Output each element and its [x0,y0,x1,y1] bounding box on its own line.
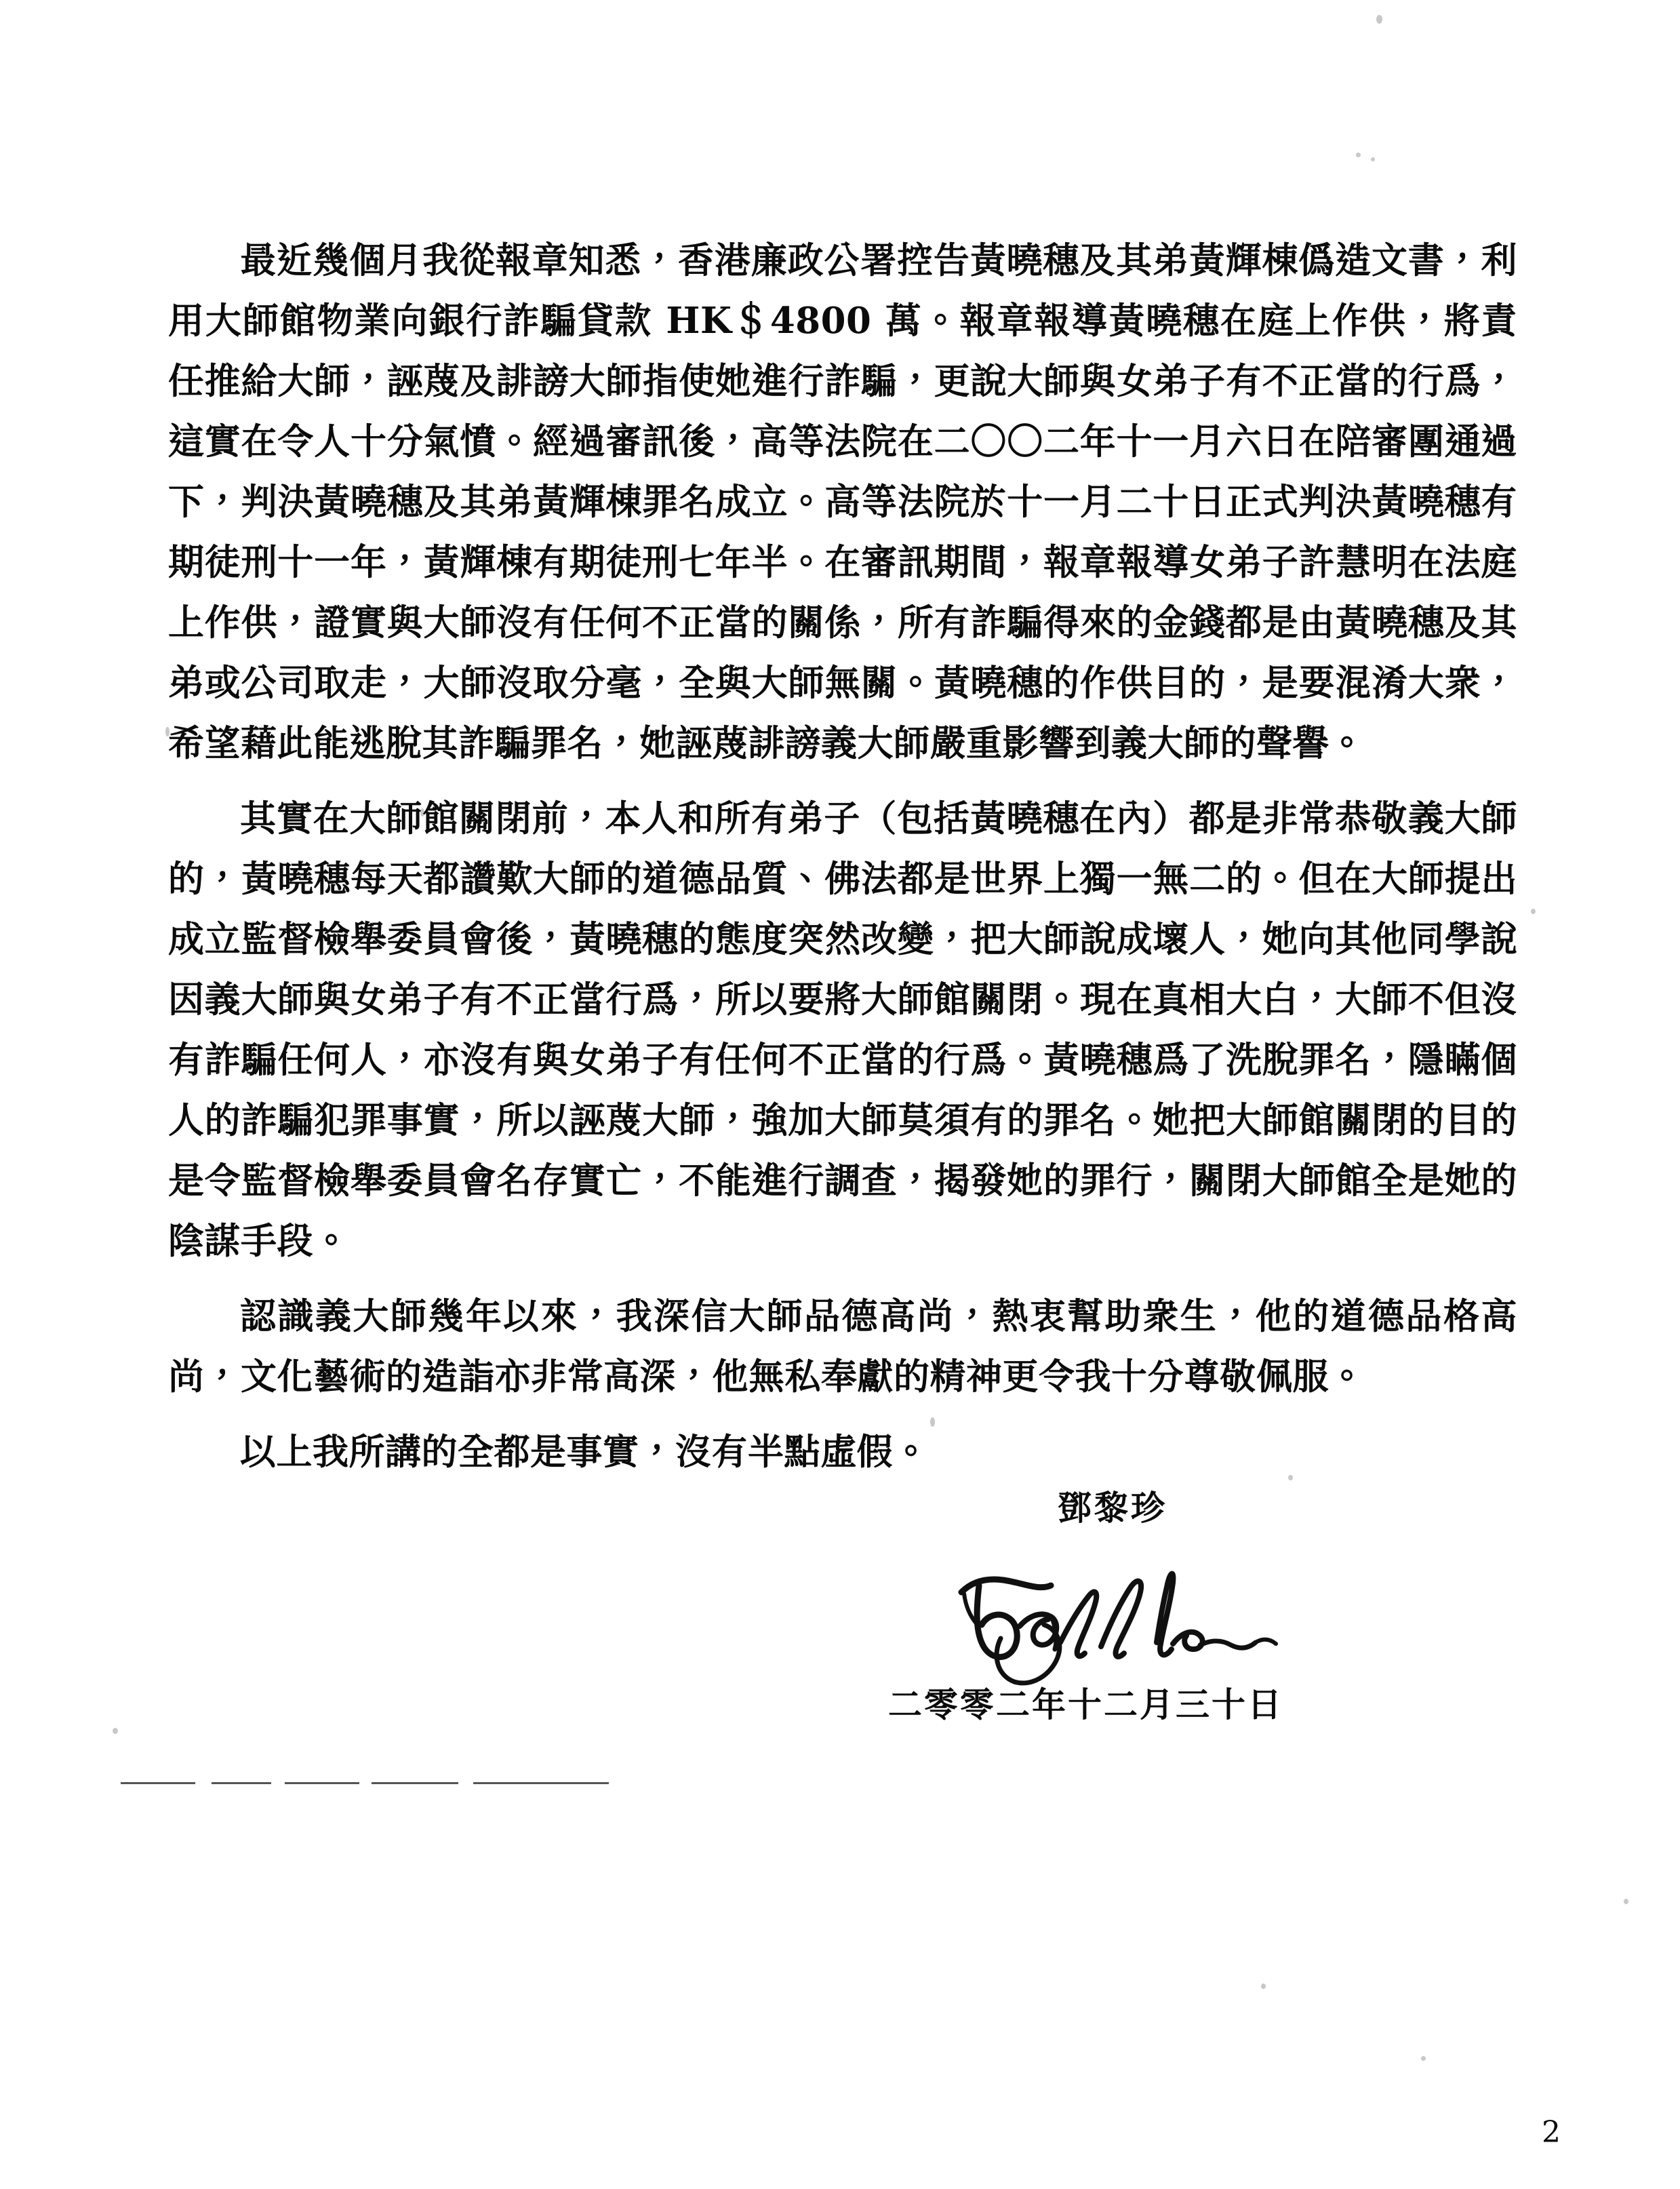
scan-speck [1531,909,1536,914]
scan-speck [1421,2056,1426,2061]
paragraph-2: 其實在大師館關閉前，本人和所有弟子（包括黃曉穗在內）都是非常恭敬義大師的，黃曉穗每天都讚歎大師的道德品質、佛法都是世界上獨一無二的。但在大師提出成立監督檢舉委員會後，黃曉穗的態度突然改變，把大師說成壞人，她向其他同學說因義大師與女弟子有不正當行爲，所以要將大師館關閉。現在真相大白，大師不但沒有詐騙任何人，亦沒有與女弟子有任何不正當的行爲。黃曉穗爲了洗脫罪名，隱瞞個人的詐騙犯罪事實，所以誣蔑大師，強加大師莫須有的罪名。她把大師館關閉的目的是令監督檢舉委員會名存實亡，不能進行調查，揭發她的罪行，關閉大師館全是她的陰謀手段。 [168,797,1517,1262]
signer-name: 鄧黎珍 [1058,1488,1167,1528]
scan-speck [1376,15,1382,24]
footer-rule [121,1782,609,1784]
scan-speck [1371,157,1375,161]
scan-speck [113,1728,118,1734]
letter-body [168,231,1517,1497]
paragraph-1: 最近幾個月我從報章知悉，香港廉政公署控告黃曉穗及其弟黃輝棟僞造文書，利用大師館物業向銀行詐騙貸款 HK＄4800 萬。報章報導黃曉穗在庭上作供，將責任推給大師，誣蔑及誹謗大師指使她進行詐騙，更說大師與女弟子有不正當的行爲，這實在令人十分氣憤。經過審訊後，高等法院在二〇〇二年十一月六日在陪審團通過下，判決黃曉穗及其弟黃輝棟罪名成立。高等法院於十一月二十日正式判決黃曉穗有期徒刑十一年，黃輝棟有期徒刑七年半。在審訊期間，報章報導女弟子許慧明在法庭上作供，證實與大師沒有任何不正當的關係，所有詐騙得來的金錢都是由黃曉穗及其弟或公司取走，大師沒取分毫，全與大師無關。黃曉穗的作供目的，是要混淆大衆，希望藉此能逃脫其詐騙罪名，她誣蔑誹謗義大師嚴重影響到義大師的聲譽。 [168,239,1517,764]
scan-speck [1261,1984,1266,1989]
signature-date: 二零零二年十二月三十日 [888,1684,1283,1724]
scan-speck [1624,1899,1628,1904]
signature-block [881,1488,1464,1733]
paragraph-4: 以上我所講的全都是事實，沒有半點虛假。 [240,1431,929,1473]
handwritten-signature-icon [949,1553,1315,1689]
scan-speck [1356,153,1361,157]
paragraph-3: 認識義大師幾年以來，我深信大師品德高尚，熱衷幫助衆生，他的道德品格高尚，文化藝術的造詣亦非常高深，他無私奉獻的精神更令我十分尊敬佩服。 [168,1295,1517,1398]
page-number: 2 [1542,2115,1561,2150]
